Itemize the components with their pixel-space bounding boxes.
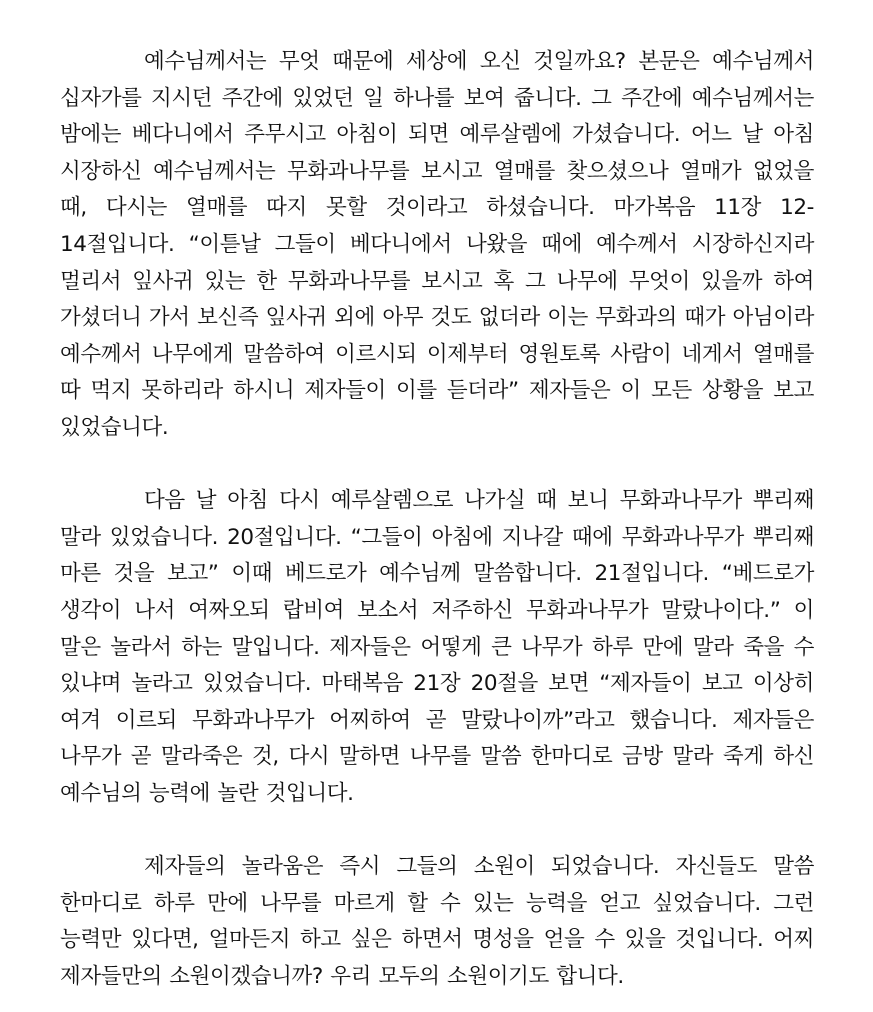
paragraph-2: 다음 날 아침 다시 예루살렘으로 나가실 때 보니 무화과나무가 뿌리째 말라 있었습니다. 20절입니다. “그들이 아침에 지나갈 때에 무화과나무가 뿌리째 마른 것을 보고” 이때 베드로가 예수님께 말씀합니다. 21절입니다. “베드로가 생각이 나서 여짜오되 랍비여 보소서 저주하신 무화과나무가 말랐나이다.” 이 말은 놀라서 하는 말입니다. 제자들은 어떻게 큰 나무가 하루 만에 말라 죽을 수 있냐며 놀라고 있었습니다. 마태복음 21장 20절을 보면 “제자들이 보고 이상히 여겨 이르되 무화과나무가 어찌하여 곧 말랐나이까”라고 했습니다. 제자들은 나무가 곧 말라죽은 것, 다시 말하면 나무를 말씀 한마디로 금방 말라 죽게 하신 예수님의 능력에 놀란 것입니다. [60,488,814,806]
paragraph-1: 예수님께서는 무엇 때문에 세상에 오신 것일까요? 본문은 예수님께서 십자가를 지시던 주간에 있었던 일 하나를 보여 줍니다. 그 주간에 예수님께서는 밤에는 베다니에서 주무시고 아침이 되면 예루살렘에 가셨습니다. 어느 날 아침 시장하신 예수님께서는 무화과나무를 보시고 열매를 찾으셨으나 열매가 없었을 때, 다시는 열매를 따지 못할 것이라고 하셨습니다. 마가복음 11장 12-14절입니다. “이튿날 그들이 베다니에서 나왔을 때에 예수께서 시장하신지라 멀리서 잎사귀 있는 한 무화과나무를 보시고 혹 그 나무에 무엇이 있을까 하여 가셨더니 가서 보신즉 잎사귀 외에 아무 것도 없더라 이는 무화과의 때가 아님이라 예수께서 나무에게 말씀하여 이르시되 이제부터 영원토록 사람이 네게서 열매를 따 먹지 못하리라 하시니 제자들이 이를 듣더라” 제자들은 이 모든 상황을 보고 있었습니다. [60,49,814,440]
document-body [60,44,814,995]
paragraph-3: 제자들의 놀라움은 즉시 그들의 소원이 되었습니다. 자신들도 말씀 한마디로 하루 만에 나무를 마르게 할 수 있는 능력을 얻고 싶었습니다. 그런 능력만 있다면, 얼마든지 하고 싶은 하면서 명성을 얻을 수 있을 것입니다. 어찌 제자들만의 소원이겠습니까? 우리 모두의 소원이기도 합니다. [60,854,814,989]
